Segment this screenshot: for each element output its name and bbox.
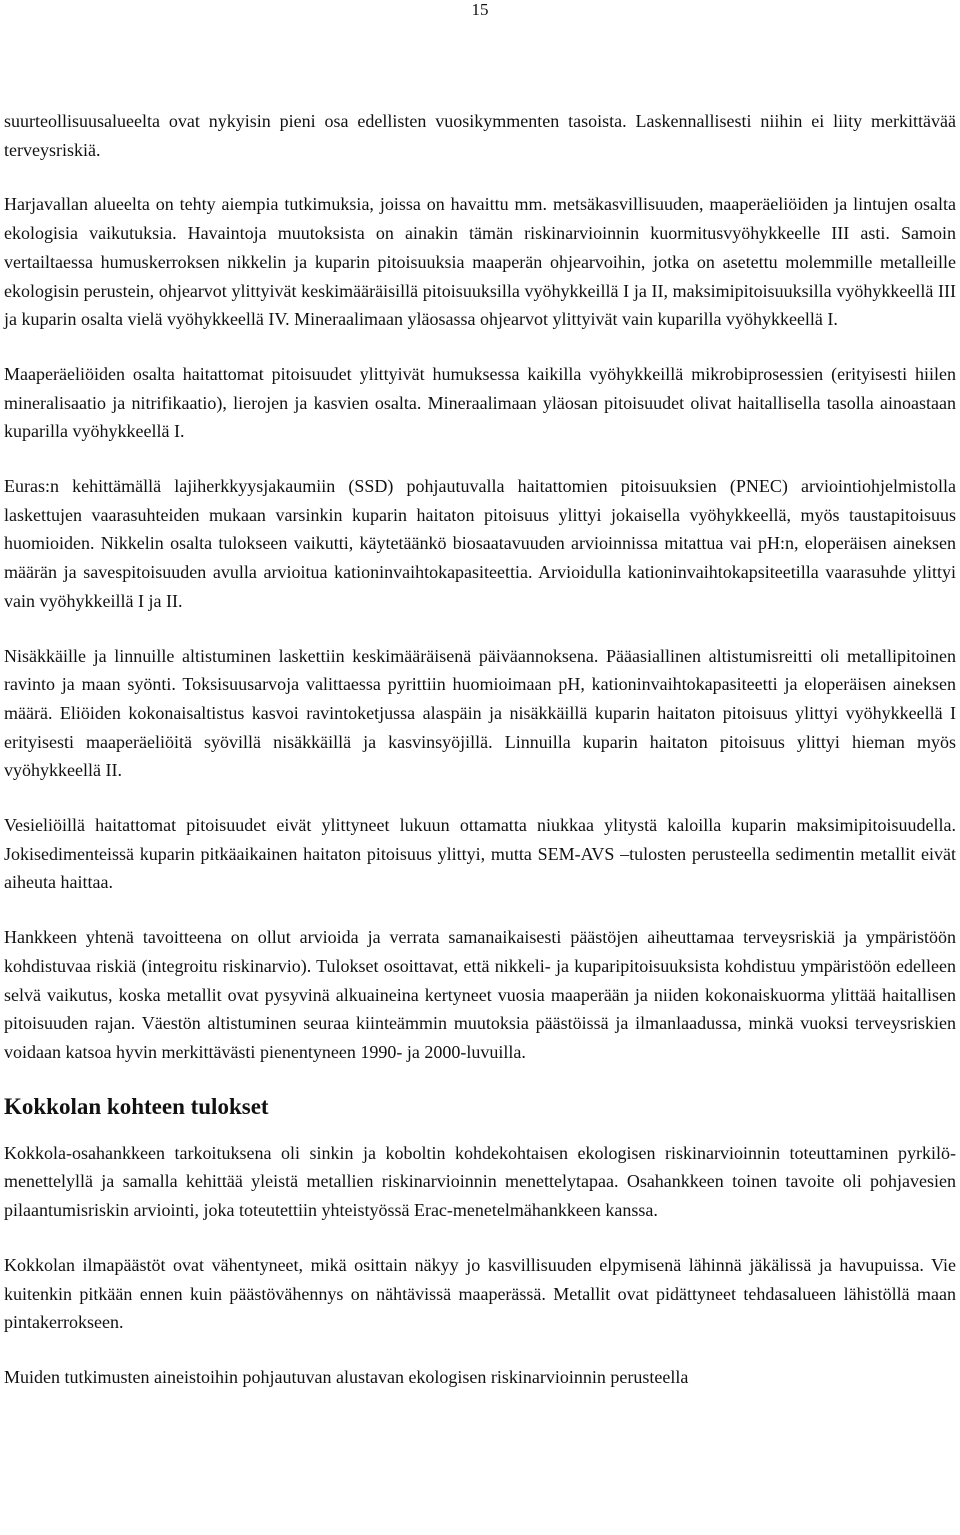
section-heading: Kokkolan kohteen tulokset — [4, 1093, 269, 1119]
paragraph-6: Vesieliöillä haitattomat pitoisuudet eivät ylittyneet lukuun ottamatta niukkaa ylitystä kaloilla kuparin maksimipitoisuudella. Jokisedimenteissä kuparin pitkäaikainen haitaton pitoisuus ylittyi, mutta SEM-AVS –tulosten perusteella sedimentin metallit eivät aiheuta haittaa. — [4, 815, 956, 893]
paragraph-3: Maaperäeliöiden osalta haitattomat pitoisuudet ylittyivät humuksessa kaikilla vyöhykkeillä mikrobiprosessien (erityisesti hiilen mineralisaatio ja nitrifikaatio), lierojen ja kasvien osalta. Mineraalimaan yläosan pitoisuudet olivat haitallisella tasolla ainoastaan kuparilla vyöhykkeellä I. — [4, 363, 956, 442]
section-paragraph-1: Kokkola-osahankkeen tarkoituksena oli sinkin ja koboltin kohdekohtaisen ekologisen riskinarvioinnin toteuttaminen pyrkilö-menettelyllä ja samalla kehittää yleistä metallien riskinarvioinnin menettelytapaa. Osahankkeen toinen tavoite oli pohjavesien pilaantumisriskin arviointi, joka toteutettiin yhteistyössä Erac-menetelmähankkeen kanssa. — [4, 1142, 956, 1221]
section-paragraph-2: Kokkolan ilmapäästöt ovat vähentyneet, mikä osittain näkyy jo kasvillisuuden elpymisenä lähinnä jäkälissä ja havupuissa. Vie kuitenkin pitkään ennen kuin päästövähennys on nähtävissä maaperässä. Metallit ovat pidättyneet tehdasalueen lähistöllä maan pintakerrokseen. — [4, 1254, 956, 1333]
paragraph-2: Harjavallan alueelta on tehty aiempia tutkimuksia, joissa on havaittu mm. metsäkasvillisuuden, maaperäeliöiden ja lintujen osalta ekologisia vaikutuksia. Havaintoja muutoksista on ainakin tämän riskinarvioinnin kuormitusvyöhykkeelle III asti. Samoin vertailtaessa humuskerroksen nikkelin ja kuparin pitoisuuksia maaperän ohjearvoihin, jotka on asetettu molemmille metalleille ekologisin perustein, ohjearvot ylittyivät keskimääräisillä pitoisuuksilla vyöhykkeillä I ja II, maksimipitoisuuksilla vyöhykkeellä III ja kuparin osalta vielä vyöhykkeellä IV. Mineraalimaan yläosassa ohjearvot ylittyivät vain kuparilla vyöhykkeellä I. — [4, 194, 956, 330]
section-paragraph-3: Muiden tutkimusten aineistoihin pohjautuvan alustavan ekologisen riskinarvioinnin perusteella — [4, 1366, 689, 1387]
paragraph-1: suurteollisuusalueelta ovat nykyisin pieni osa edellisten vuosikymmenten tasoista. Laskennallisesti niihin ei liity merkittävää terveysriskiä. — [4, 111, 956, 160]
paragraph-5: Nisäkkäille ja linnuille altistuminen laskettiin keskimääräisenä päiväannoksena. Pääasiallinen altistumisreitti oli metallipitoinen ravinto ja maan syönti. Toksisuusarvoja valittaessa pyrittiin huomioimaan pH, kationinvaihtokapasiteetti ja eloperäisen aineksen määrä. Eliöiden kokonaisaltistus kasvoi ravintoketjussa alaspäin ja nisäkkäillä kuparin haitaton pitoisuus ylittyi vyöhykkeellä I erityisesti maaperäeliöitä syövillä nisäkkäillä ja kasvinsyöjillä. Linnuilla kuparin haitaton pitoisuus ylittyi hieman myös vyöhykkeellä II. — [4, 645, 956, 781]
page-number: 15 — [471, 0, 489, 19]
paragraph-7: Hankkeen yhtenä tavoitteena on ollut arvioida ja verrata samanaikaisesti päästöjen aiheuttamaa terveysriskiä ja ympäristöön kohdistuvaa riskiä (integroitu riskinarvio). Tulokset osoittavat, että nikkeli- ja kuparipitoisuuksista kohdistuu ympäristöön edelleen selvä vaikutus, koska metallit ovat pysyvinä alkuaineina kertyneet vuosia maaperään ja niiden kokonaiskuorma ylittää haitallisen pitoisuuden rajan. Väestön altistuminen seuraa kiinteämmin muutoksia päästöissä ja ilmanlaadussa, minkä vuoksi terveysriskien voidaan katsoa hyvin merkittävästi pienentyneen 1990- ja 2000-luvuilla. — [4, 927, 956, 1062]
document-body — [4, 107, 956, 1418]
paragraph-4: Euras:n kehittämällä lajiherkkyysjakaumiin (SSD) pohjautuvalla haitattomien pitoisuuksien (PNEC) arviointiohjelmistolla laskettujen vaarasuhteiden mukaan varsinkin kuparin haitaton pitoisuus ylittyi jokaisella vyöhykkeellä, myös taustapitoisuus huomioiden. Nikkelin osalta tulokseen vaikutti, käytetäänkö biosaatavuuden arvioinnissa mitattua vai pH:n, eloperäisen aineksen määrän ja savespitoisuuden avulla arvioitua kationinvaihtokapasiteettia. Arvioidulla kationinvaihtokapsiteetilla vaarasuhde ylittyi vain vyöhykkeillä I ja II. — [4, 476, 956, 611]
